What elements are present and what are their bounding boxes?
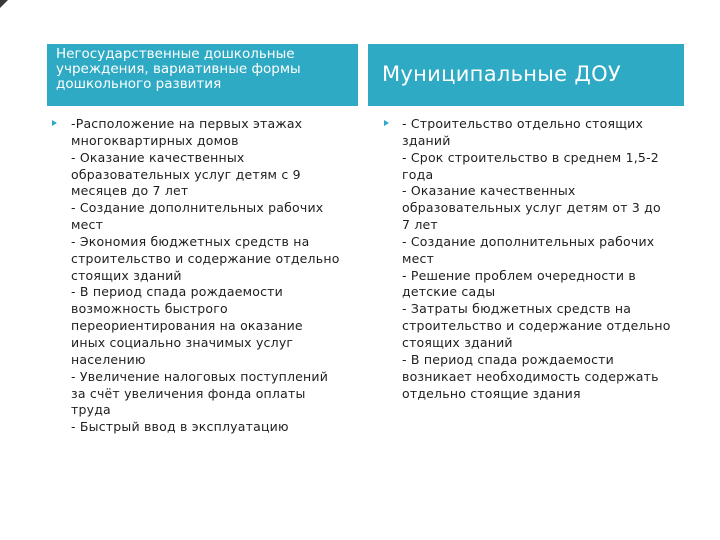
triangle-bullet-icon [52, 120, 57, 126]
right-bullet-text [402, 116, 692, 402]
body-text-line: переориентирования на оказание [71, 318, 303, 334]
body-text-line: - В период спада рождаемости [71, 284, 283, 300]
body-text-line: - Быстрый ввод в эксплуатацию [71, 419, 289, 435]
body-text-line: отдельно стоящие здания [402, 385, 581, 401]
body-text-line: - В период спада рождаемости [402, 351, 614, 367]
body-text-line: - Увеличение налоговых поступлений [71, 368, 329, 384]
body-text-line: - Срок строительство в среднем 1,5-2 [402, 149, 659, 165]
left-header-line: дошкольного развития [56, 76, 222, 92]
body-text-line: -Расположение на первых этажах [71, 116, 303, 131]
body-text-line: - Создание дополнительных рабочих [71, 200, 324, 216]
left-column-header [47, 44, 358, 106]
body-text-line: за счёт увеличения фонда оплаты [71, 385, 306, 401]
body-text-line: года [402, 166, 434, 182]
body-text-line: мест [402, 250, 435, 266]
body-text-line: образовательных услуг детям от 3 до [402, 200, 661, 216]
body-text-line: образовательных услуг детям с 9 [71, 166, 301, 182]
body-text-line: населению [71, 351, 146, 367]
body-text-line: 7 лет [402, 217, 438, 233]
left-header-line: Негосударственные дошкольные [56, 46, 295, 62]
body-text-line: многоквартирных домов [71, 132, 239, 148]
right-header-title: Муниципальные ДОУ [382, 62, 622, 86]
right-column-header [368, 44, 684, 106]
triangle-bullet-icon [384, 120, 389, 126]
left-bullet-text [71, 116, 356, 436]
body-text-line: строительство и содержание отдельно [402, 318, 671, 334]
body-text-line: стоящих зданий [71, 267, 182, 283]
body-text-line: - Решение проблем очередности в [402, 267, 636, 283]
body-text-line: зданий [402, 132, 451, 148]
body-text-line: - Оказание качественных [402, 183, 576, 199]
body-text-line: возможность быстрого [71, 301, 228, 317]
body-text-line: строительство и содержание отдельно [71, 250, 340, 266]
body-text-line: возникает необходимость содержать [402, 368, 659, 384]
corner-decoration [0, 0, 8, 8]
body-text-line: труда [71, 402, 111, 418]
body-text-line: детские сады [402, 284, 496, 300]
body-text-line: стоящих зданий [402, 334, 513, 350]
body-text-line: - Затраты бюджетных средств на [402, 301, 632, 317]
body-text-line: - Экономия бюджетных средств на [71, 233, 310, 249]
body-text-line: месяцев до 7 лет [71, 183, 189, 199]
body-text-line: мест [71, 217, 104, 233]
body-text-line: - Оказание качественных [71, 149, 245, 165]
body-text-line: иных социально значимых услуг [71, 334, 294, 350]
body-text-line: - Создание дополнительных рабочих [402, 233, 655, 249]
left-header-line: учреждения, вариативные формы [56, 61, 301, 77]
body-text-line: - Строительство отдельно стоящих [402, 116, 644, 131]
